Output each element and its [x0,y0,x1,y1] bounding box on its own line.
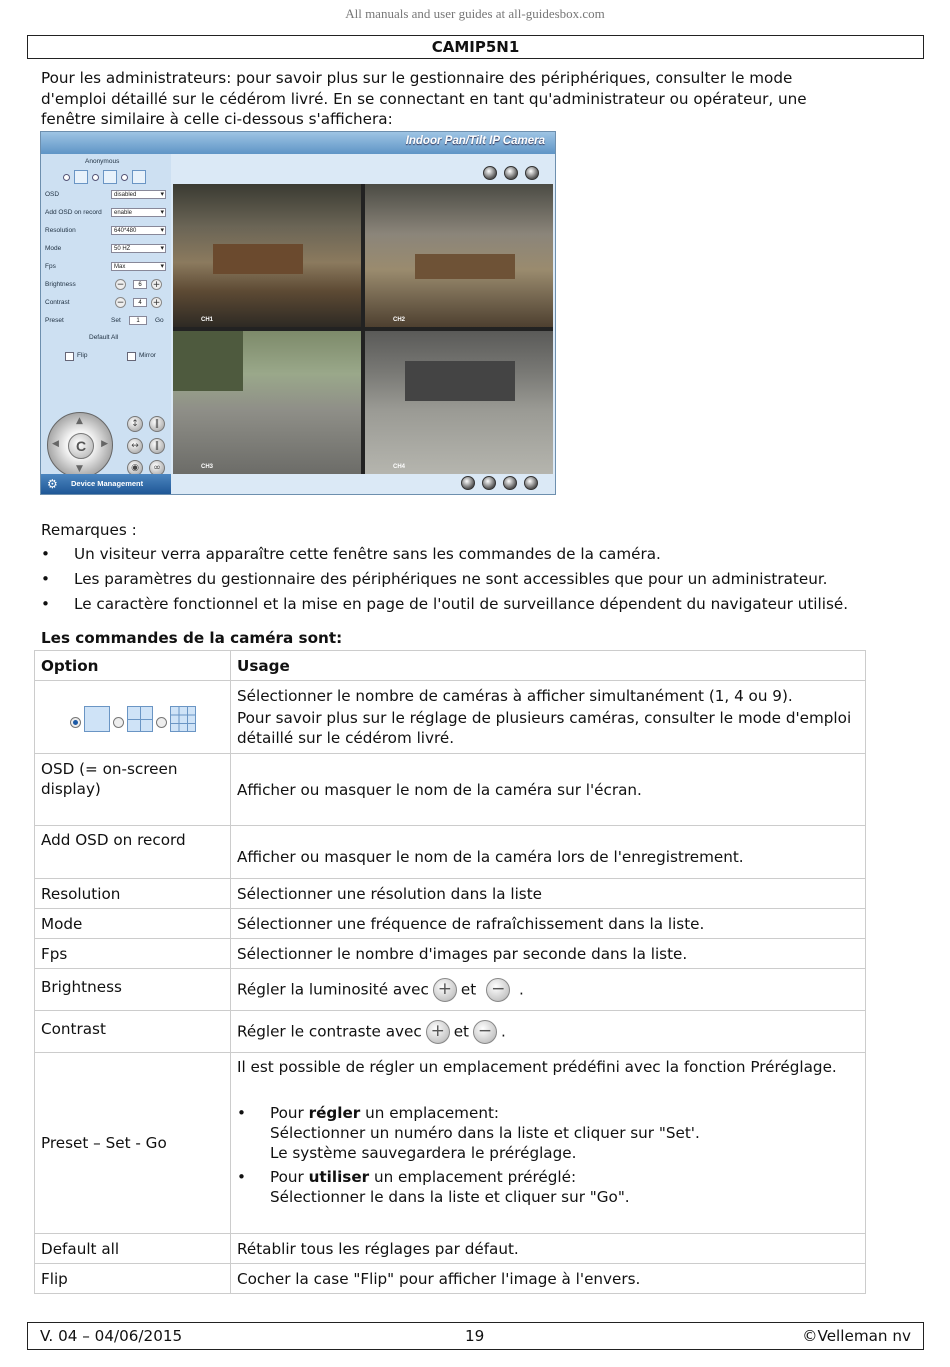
usage-cell: Sélectionner le nombre d'images par seconde dans la liste. [231,939,866,969]
usage-text: Il est possible de régler un emplacement prédéfini avec la fonction Préréglage. [237,1058,837,1076]
table-row [35,1234,866,1264]
bullet: • [41,545,50,563]
option-cell: Add OSD on record [35,826,231,879]
watermark: All manuals and user guides at all-guidesbox.com [345,6,605,21]
table-row [35,1264,866,1294]
bullet: • [237,1104,246,1122]
usage-text: . [501,1022,506,1040]
field-label: Fps [45,263,56,270]
option-cell: Fps [35,939,231,969]
contrast-value: 4 [133,298,147,307]
contrast-label: Contrast [45,299,70,306]
usage-cell: Rétablir tous les réglages par défaut. [231,1234,866,1264]
video-grid [173,184,553,474]
plus-icon: + [433,978,457,1002]
desk-shape [213,244,303,274]
table-header-row [35,651,866,681]
minus-icon: − [116,298,125,308]
option-cell: Brightness [35,969,231,1011]
bottom-control-icon [482,476,496,490]
nine-view-icon [170,706,196,732]
camera-feed [365,331,553,474]
field-label: Resolution [45,227,76,234]
usage-bold: régler [308,1104,361,1122]
radio-icon [92,174,99,181]
usage-cell: Afficher ou masquer le nom de la caméra lors de l'enregistrement. [231,826,866,879]
usage-text: Pour [270,1168,309,1186]
toolbar-icon [525,166,539,180]
bullet: • [237,1168,246,1186]
layout-selector [63,170,146,184]
usage-text: Sélectionner un numéro dans la liste et cliquer sur "Set'. [270,1124,700,1142]
camera-feed [365,184,553,327]
usage-cell [231,1011,866,1053]
preset-label: Preset [45,317,64,324]
desk-shape [415,254,515,279]
header-option: Option [35,651,231,681]
usage-text: et [460,980,477,998]
minus-icon: − [473,1020,497,1044]
bottom-control-icon [524,476,538,490]
page-footer [27,1322,924,1350]
usage-cell [231,681,866,754]
radio-icon [113,717,124,728]
plus-icon: + [152,298,161,308]
device-management-bar [41,474,171,494]
table-row [35,826,866,879]
default-all-button: Default All [89,334,119,341]
option-cell: Flip [35,1264,231,1294]
usage-cell: Sélectionner une résolution dans la liste [231,879,866,909]
resolution-select: 640*480 ▾ [111,226,166,235]
footer-page-number: 19 [465,1327,485,1345]
usage-cell: Cocher la case "Flip" pour afficher l'image à l'envers. [231,1264,866,1294]
mode-select: 50 HZ ▾ [111,244,166,253]
bullet: • [41,570,50,588]
camera-feed [173,184,361,327]
checkbox-icon [127,352,136,361]
radio-icon [63,174,70,181]
quad-view-icon [127,706,153,732]
option-cell: Default all [35,1234,231,1264]
usage-cell [231,969,866,1011]
checkbox-icon [65,352,74,361]
remark-text: Le caractère fonctionnel et la mise en page de l'outil de surveillance dépendent du navigateur utilisé. [74,595,849,613]
camera-feed [173,331,361,474]
center-button: C [68,433,94,459]
option-cell: Preset – Set - Go [35,1053,231,1234]
option-cell: OSD (= on-screen display) [35,754,231,826]
usage-text: un emplacement: [360,1104,500,1122]
page-title: CAMIP5N1 [27,35,924,59]
radio-selected-icon [70,717,81,728]
remark-text: Un visiteur verra apparaître cette fenêtre sans les commandes de la caméra. [74,545,661,563]
minus-icon: − [116,280,125,290]
settings-panel [41,154,171,474]
usage-text: Pour [270,1104,309,1122]
preset-set: Set [111,317,121,324]
intro-line: d'emploi détaillé sur le cédérom livré. En se connectant en tant qu'administrateur ou opérateur, une [41,89,807,108]
table-row [35,754,866,826]
footer-version: V. 04 – 04/06/2015 [40,1327,183,1345]
usage-text: et [453,1022,469,1040]
mirror-label: Mirror [139,352,156,359]
screenshot-header [41,132,555,154]
remark-text: Les paramètres du gestionnaire des périphériques ne sont accessibles que pour un administrateur. [74,570,828,588]
vertical-patrol-icon: ↕ [127,416,143,432]
pause-icon: ‖ [149,438,165,454]
intro-paragraph [41,68,911,130]
horizontal-patrol-icon: ↔ [127,438,143,454]
plus-icon: + [426,1020,450,1044]
footer-copyright: ©Velleman nv [802,1327,911,1345]
toolbar-icon [483,166,497,180]
usage-text: Régler la luminosité avec [237,980,429,998]
section-title: Les commandes de la caméra sont: [41,629,343,647]
bottom-control-icon [503,476,517,490]
single-view-icon [84,706,110,732]
option-cell: Resolution [35,879,231,909]
screenshot-title: Indoor Pan/Tilt IP Camera [405,135,545,147]
add-osd-select: enable ▾ [111,208,166,217]
table-row [35,1053,866,1234]
camera-commands-table [34,650,866,1294]
gear-icon: ⚙ [47,477,58,491]
preset-bullet [237,1167,859,1207]
field-label: Add OSD on record [45,209,102,216]
arrow-left-icon: ◀ [52,439,59,449]
eye-icon: ◉ [127,460,143,476]
table-row [35,681,866,754]
layout-9-icon [132,170,146,184]
option-cell: Contrast [35,1011,231,1053]
pause-icon: ‖ [149,416,165,432]
preset-go: Go [155,317,164,324]
fps-select: Max ▾ [111,262,166,271]
intro-line: fenêtre similaire à celle ci-dessous s'affichera: [41,110,393,128]
usage-text: Le système sauvegardera le préréglage. [270,1144,577,1162]
arrow-up-icon: ▲ [76,416,83,426]
intro-line: Pour les administrateurs: pour savoir plus sur le gestionnaire des périphériques, consulter le mode [41,69,793,87]
camera-label: CH4 [393,464,406,470]
usage-cell: Sélectionner une fréquence de rafraîchissement dans la liste. [231,909,866,939]
usage-cell [231,1053,866,1234]
layout-1-icon [74,170,88,184]
remarks-title: Remarques : [41,521,137,539]
arrow-down-icon: ▼ [76,464,83,474]
brightness-label: Brightness [45,281,76,288]
usage-text: Pour savoir plus sur le réglage de plusieurs caméras, consulter le mode d'emploi détaillé sur le cédérom livré. [237,709,852,747]
minus-icon: − [486,978,510,1002]
radio-icon [156,717,167,728]
table-row [35,939,866,969]
usage-text: Sélectionner le nombre de caméras à afficher simultanément (1, 4 ou 9). [237,687,793,705]
usage-text: Sélectionner le dans la liste et cliquer sur "Go". [270,1188,630,1206]
pan-tilt-dpad [47,412,113,478]
layout-option-cell [35,681,231,754]
usage-text: Régler le contraste avec [237,1022,422,1040]
usage-text: un emplacement préréglé: [369,1168,577,1186]
camera-label: CH1 [201,317,214,323]
bottom-control-icon [461,476,475,490]
camera-label: CH3 [201,464,214,470]
preset-select: 1 [129,316,147,325]
toolbar-icon [504,166,518,180]
user-label: Anonymous [85,158,120,165]
table-row [35,909,866,939]
option-cell: Mode [35,909,231,939]
usage-cell: Afficher ou masquer le nom de la caméra sur l'écran. [231,754,866,826]
usage-bold: utiliser [308,1168,370,1186]
usage-text: . [519,980,524,998]
plus-icon: + [152,280,161,290]
radio-icon [121,174,128,181]
table-row [35,1011,866,1053]
infrared-icon: ∞ [149,460,165,476]
layout-icons [41,702,224,732]
field-label: OSD [45,191,60,198]
preset-bullet [237,1103,859,1163]
layout-4-icon [103,170,117,184]
building-shape [405,361,515,401]
arrow-right-icon: ▶ [101,439,108,449]
bullet: • [41,595,50,613]
field-label: Mode [45,245,62,252]
brightness-value: 6 [133,280,147,289]
device-management-label: Device Management [71,479,144,488]
camera-ui-screenshot [40,131,556,495]
flip-label: Flip [77,352,88,359]
camera-label: CH2 [393,317,406,323]
osd-select: disabled ▾ [111,190,166,199]
header-usage: Usage [231,651,866,681]
table-row [35,969,866,1011]
tree-shape [173,331,243,391]
table-row [35,879,866,909]
